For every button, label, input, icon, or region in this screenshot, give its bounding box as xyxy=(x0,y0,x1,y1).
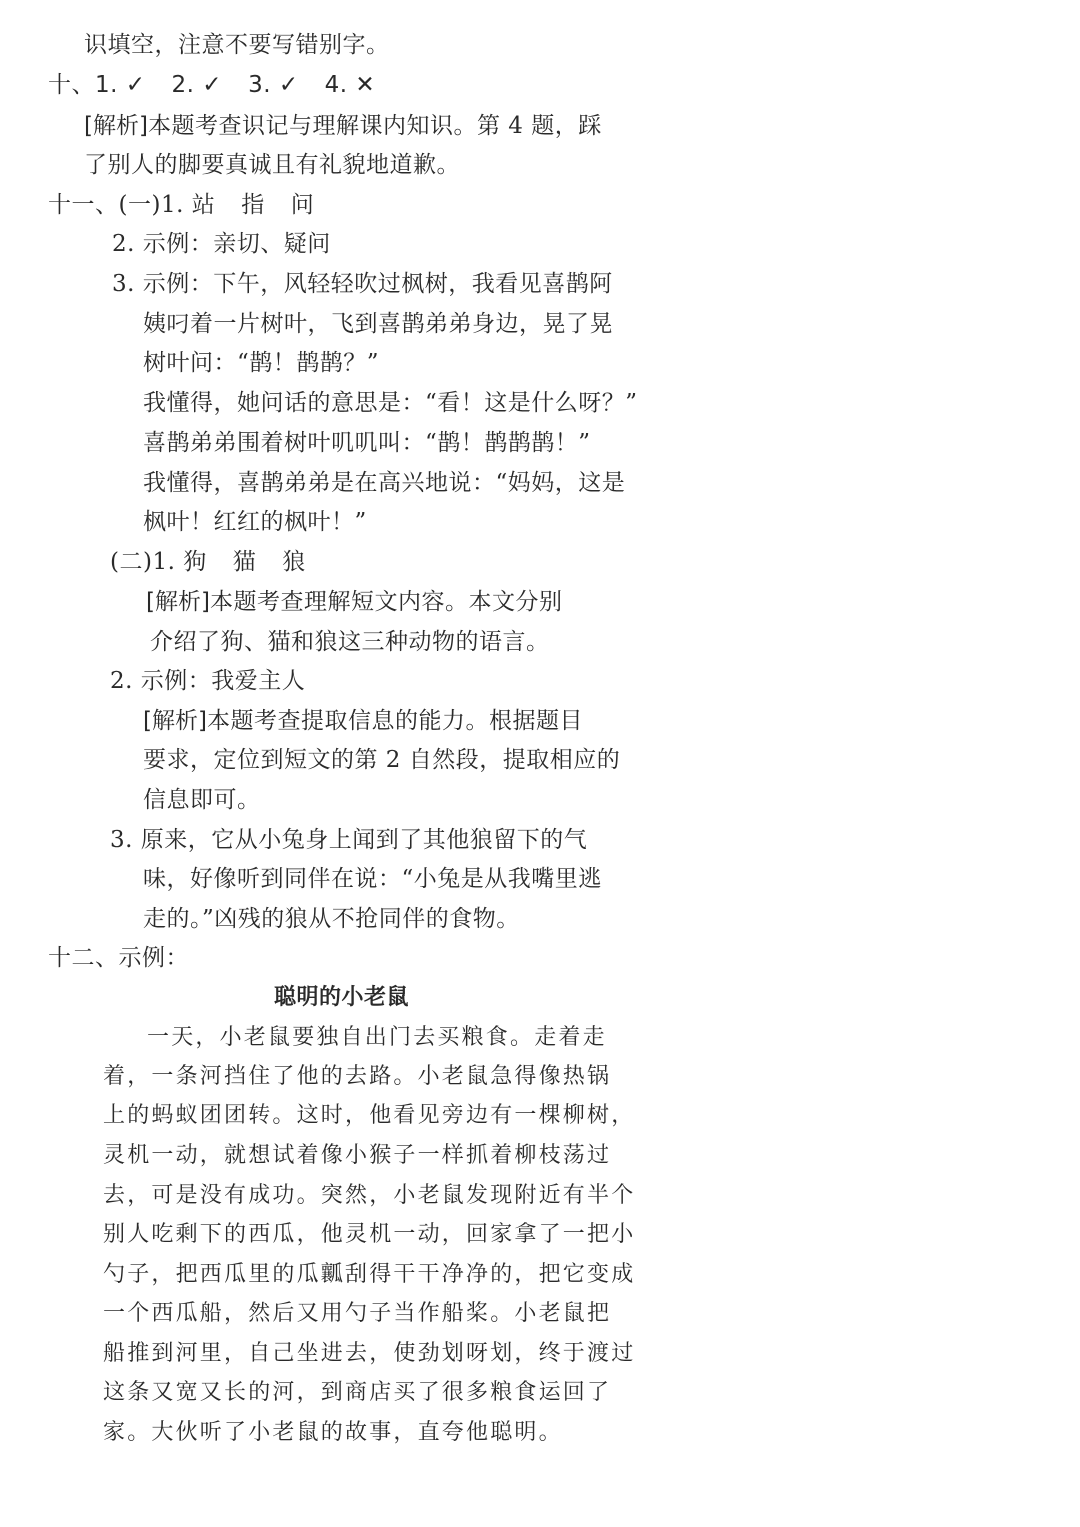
text-line: 3. 原来，它从小兔身上闻到了其他狼留下的气 xyxy=(110,827,588,853)
text-line: 了别人的脚要真诚且有礼貌地道歉。 xyxy=(84,152,460,178)
text-line: 识填空，注意不要写错别字。 xyxy=(84,32,390,58)
essay-title: 聪明的小老鼠 xyxy=(274,985,410,1010)
question-number: 十一、 xyxy=(48,192,119,218)
answer-item: 问 xyxy=(290,192,315,218)
analysis-line xyxy=(84,111,602,141)
analysis-line xyxy=(143,706,583,736)
answer-item: 3. ✓ xyxy=(248,72,299,98)
answer-item: 1. 站 xyxy=(160,192,216,218)
analysis-text: 本题考查识记与理解课内知识。第 4 题，踩 xyxy=(147,113,602,139)
text-line: 2. 示例：亲切、疑问 xyxy=(112,231,331,257)
answer-item: 1. 狗 xyxy=(152,549,207,575)
answer-item: 1. ✓ xyxy=(95,72,146,98)
sub-question-number: (一) xyxy=(118,192,161,218)
text-line: 姨叼着一片树叶，飞到喜鹊弟弟身边，晃了晃 xyxy=(143,311,613,337)
question-number: 十二、 xyxy=(48,945,119,971)
text-line: 树叶问：“鹊！鹊鹊？” xyxy=(143,350,380,376)
analysis-text: 本题考查提取信息的能力。根据题目 xyxy=(206,708,583,734)
text-line: 2. 示例：我爱主人 xyxy=(110,668,306,694)
text-line: 喜鹊弟弟围着树叶叽叽叫：“鹊！鹊鹊鹊！” xyxy=(143,430,591,456)
essay-line: 灵机一动，就想试着像小猴子一样抓着柳枝荡过 xyxy=(103,1143,612,1168)
answer-row-11-2 xyxy=(110,547,306,577)
essay-line: 船推到河里，自己坐进去，使劲划呀划，终于渡过 xyxy=(103,1341,636,1366)
question-number: 十、 xyxy=(48,72,95,98)
analysis-line xyxy=(146,587,562,617)
text-line: 我懂得，她问话的意思是：“看！这是什么呀？” xyxy=(143,390,638,416)
essay-line: 去，可是没有成功。突然，小老鼠发现附近有半个 xyxy=(103,1183,636,1208)
essay-line: 一天，小老鼠要独自出门去买粮食。走着走 xyxy=(147,1025,607,1050)
answer-row-11 xyxy=(48,190,314,220)
essay-line: 着，一条河挡住了他的去路。小老鼠急得像热锅 xyxy=(103,1064,612,1089)
analysis-tag: [解析] xyxy=(143,708,207,734)
sub-question-number: (二) xyxy=(110,549,153,575)
text-line: 介绍了狗、猫和狼这三种动物的语言。 xyxy=(150,629,550,655)
text-line: 3. 示例：下午，风轻轻吹过枫树，我看见喜鹊阿 xyxy=(112,271,613,297)
essay-line: 勺子，把西瓜里的瓜瓤刮得干干净净的，把它变成 xyxy=(103,1262,636,1287)
answer-item: 指 xyxy=(241,192,265,218)
text-line: 我懂得，喜鹊弟弟是在高兴地说：“妈妈，这是 xyxy=(143,470,626,496)
essay-line: 别人吃剩下的西瓜，他灵机一动，回家拿了一把小 xyxy=(103,1222,636,1247)
essay-line: 一个西瓜船，然后又用勺子当作船桨。小老鼠把 xyxy=(103,1301,612,1326)
analysis-tag: [解析] xyxy=(84,113,148,139)
essay-line: 这条又宽又长的河，到商店买了很多粮食运回了 xyxy=(103,1380,612,1405)
analysis-tag: [解析] xyxy=(146,589,210,615)
analysis-text: 本题考查理解短文内容。本文分别 xyxy=(209,589,563,615)
text-line: 枫叶！红红的枫叶！” xyxy=(143,509,367,535)
text-line: 示例： xyxy=(118,945,189,971)
text-line: 信息即可。 xyxy=(143,787,261,813)
answer-row-12 xyxy=(48,943,189,973)
answer-item: 2. ✓ xyxy=(171,72,223,98)
answer-item: 4. ✕ xyxy=(324,72,376,98)
text-line: 要求，定位到短文的第 2 自然段，提取相应的 xyxy=(143,747,621,773)
essay-line: 家。大伙听了小老鼠的故事，直夸他聪明。 xyxy=(103,1420,563,1445)
text-line: 味，好像听到同伴在说：“小兔是从我嘴里逃 xyxy=(143,866,602,892)
text-line: 走的。”凶残的狼从不抢同伴的食物。 xyxy=(143,906,520,932)
answer-item: 狼 xyxy=(282,549,306,575)
answer-item: 猫 xyxy=(232,549,257,575)
essay-line: 上的蚂蚁团团转。这时，他看见旁边有一棵柳树， xyxy=(103,1103,636,1128)
answer-row-10 xyxy=(48,70,375,100)
